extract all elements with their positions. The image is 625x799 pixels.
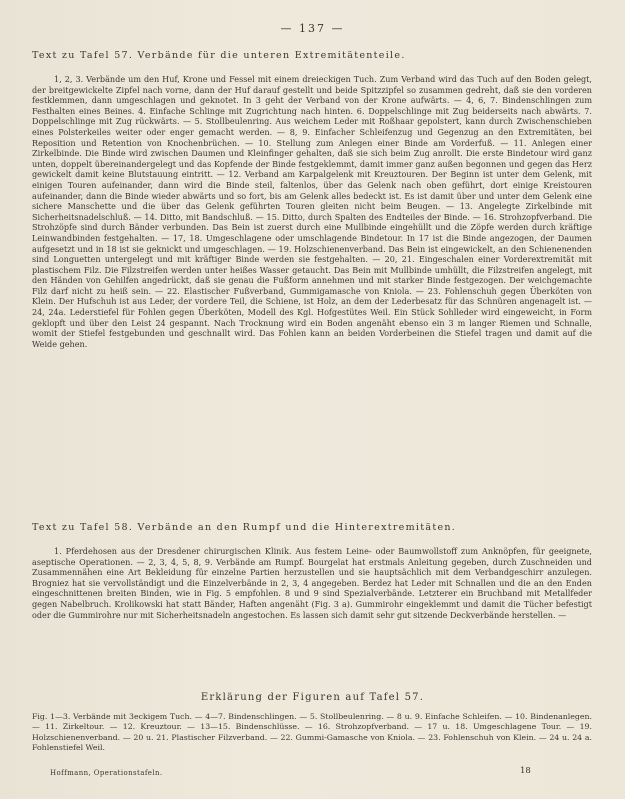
section2-body bbox=[32, 546, 592, 620]
section1-paragraph: 1, 2, 3. Verbände um den Huf, Krone und Fessel mit einem dreieckigen Tuch. Zum Verband wird das Tuch auf den Boden gelegt, der breitgewickelte Zipfel nach vorne, dann der Huf darauf gestellt und beide Spitzzipfel so zusammen gedreht, daß sie den vorderen festklemmen, dann umgeschlagen und geknotet. In 3 geht der Verband von der Krone aufwärts. — 4, 6, 7. Bindenschlingen zum Festhalten eines Beines. 4. Einfache Schlinge mit Zugrichtung nach hinten. 6. Doppelschlinge mit Zug beiderseits nach abwärts. 7. Doppelschlinge mit Zug rückwärts. — 5. Stollbeulenring. Aus weichem Leder mit Roßhaar gepolstert, kann durch Zwischenschieben eines Polsterkeiles weiter oder enger gemacht werden. — 8, 9. Einfacher Schleifenzug und Gegenzug an den Extremitäten, bei Reposition und Retention von Knochenbrüchen. — 10. Stellung zum Anlegen einer Binde am Vorderfuß. — 11. Anlegen einer Zirkelbinde. Die Binde wird zwischen Daumen und Kleinfinger gehalten, daß sie sich beim Zug anrollt. Die erste Bindetour wird ganz unten, doppelt übereinandergelegt und das Kopfende der Binde festgeklemmt, damit immer ganz außen begonnen und gegen das Herz gewickelt damit keine Blutstauung eintritt. — 12. Verband am Karpalgelenk mit Kreuztouren. Der Beginn ist unter dem Gelenk, mit einigen Touren aufeinander, dann wird die Binde steil, faltenlos, über das Gelenk nach oben geführt, dort einige Kreistouren aufeinander, dann die Binde wieder abwärts und so fort, bis am Gelenk alles bedeckt ist. Es ist damit über und unter dem Gelenk eine sichere Manschette und die über das Gelenk geführten Touren gleiten nicht beim Beugen. — 13. Angelegte Zirkelbinde mit Sicherheitsnadelschluß. — 14. Ditto, mit Bandschluß. — 15. Ditto, durch Spalten des Endteiles der Binde. — 16. Strohzopfverband. Die Strohzöpfe sind durch Bänder verbunden. Das Bein ist zuerst durch eine Mullbinde eingehüllt und die Zöpfe werden durch kräftige Leinwandbinden festgehalten. — 17, 18. Umgeschlagene oder umschlagende Bindetour. In 17 ist die Binde angezogen, der Daumen aufgesetzt und in 18 ist sie geknickt und umgeschlagen. — 19. Holzschienenverband. Das Bein ist eingewickelt, an den Schienenenden sind Longuetten untergelegt und mit kräftiger Binde werden sie festgehalten. — 20, 21. Eingeschalen einer Vorderextremität mit plastischem Filz. Die Filzstreifen werden unter heißes Wasser getaucht. Das Bein mit Mullbinde umhüllt, die Filzstreifen angelegt, mit den Händen von Gehilfen angedrückt, daß sie genau die Fußform annehmen und mit starker Binde festgezogen. Der weichgemachte Filz darf nicht zu heiß sein. — 22. Elastischer Fußverband, Gummigamasche von Kniola. — 23. Fohlenschuh gegen Überköten von Klein. Der Hufschuh ist aus Leder, der vordere Teil, die Schiene, ist Holz, an dem der Lederbesatz für das Schnüren angenagelt ist. — 24, 24a. Lederstiefel für Fohlen gegen Überköten, Modell des Kgl. Hofgestütes Weil. Ein Stück Sohlleder wird eingeweicht, in Form geklopft und über den Leist 24 gespannt. Nach Trocknung wird ein Boden angenäht ebenso ein 3 m langer Riemen und Schnalle, womit der Stiefel festgebunden und geschnallt wird. Das Fohlen kann an beiden Vorderbeinen die Stiefel tragen und damit auf die Weide gehen. bbox=[32, 74, 592, 349]
page-number: — 137 — bbox=[280, 22, 345, 35]
footer-sheet-number: 18 bbox=[520, 766, 531, 776]
section1-heading: Text zu Tafel 57. Verbände für die unteren Extremitätenteile. bbox=[32, 50, 406, 61]
footer-book-title: Hoffmann, Operationstafeln. bbox=[50, 769, 163, 777]
figures-heading: Erklärung der Figuren auf Tafel 57. bbox=[200, 692, 425, 703]
section1-body bbox=[32, 74, 592, 349]
section2-heading: Text zu Tafel 58. Verbände an den Rumpf und die Hinterextremitäten. bbox=[32, 522, 457, 533]
figures-caption: Fig. 1—3. Verbände mit 3eckigem Tuch. — 4—7. Bindenschlingen. — 5. Stollbeulenring. — 8 u. 9. Einfache Schleifen. — 10. Bindenanlegen. — 11. Zirkeltour. — 12. Kreuztour. — 13—15. Bindenschlüsse. — 16. Strohzopfverband. — 17 u. 18. Umgeschlagene Tour. — 19. Holzschienenverband. — 20 u. 21. Plastischer Filzverband. — 22. Gummi-Gamasche von Kniola. — 23. Fohlenschuh von Klein. — 24 u. 24 a. Fohlenstiefel Weil. bbox=[32, 712, 592, 753]
section2-paragraph: 1. Pferdehosen aus der Dresdener chirurgischen Klinik. Aus festem Leine- oder Baumwollstoff zum Anknöpfen, für geeignete, aseptische Operationen. — 2, 3, 4, 5, 8, 9. Verbände am Rumpf. Bourgelat hat erstmals Anleitung gegeben, durch Zuschneiden und Zusammennähen eine Art Bekleidung für einzelne Partien herzustellen und sie hauptsächlich mit dem Verbandgeschirr anzulegen. Brogniez hat sie vervollständigt und die Einzelverbände in 2, 3, 4 angegeben. Berdez hat Leder mit Schnallen und die an den Enden eingeschnittenen breiten Binden, wie in Fig. 5 empfohlen. 8 und 9 sind Spezialverbände. Letzterer ein Bruchband mit Metallfeder gegen Nabelbruch. Krolikowski hat statt Bänder, Haften angenäht (Fig. 3 a). Gummirohr eingeklemmt und damit die Tücher befestigt oder die Gummirohre nur mit Sicherheitsnadeln angestochen. Es lassen sich damit sehr gut sitzende Deckverbände herstellen. — bbox=[32, 546, 592, 620]
